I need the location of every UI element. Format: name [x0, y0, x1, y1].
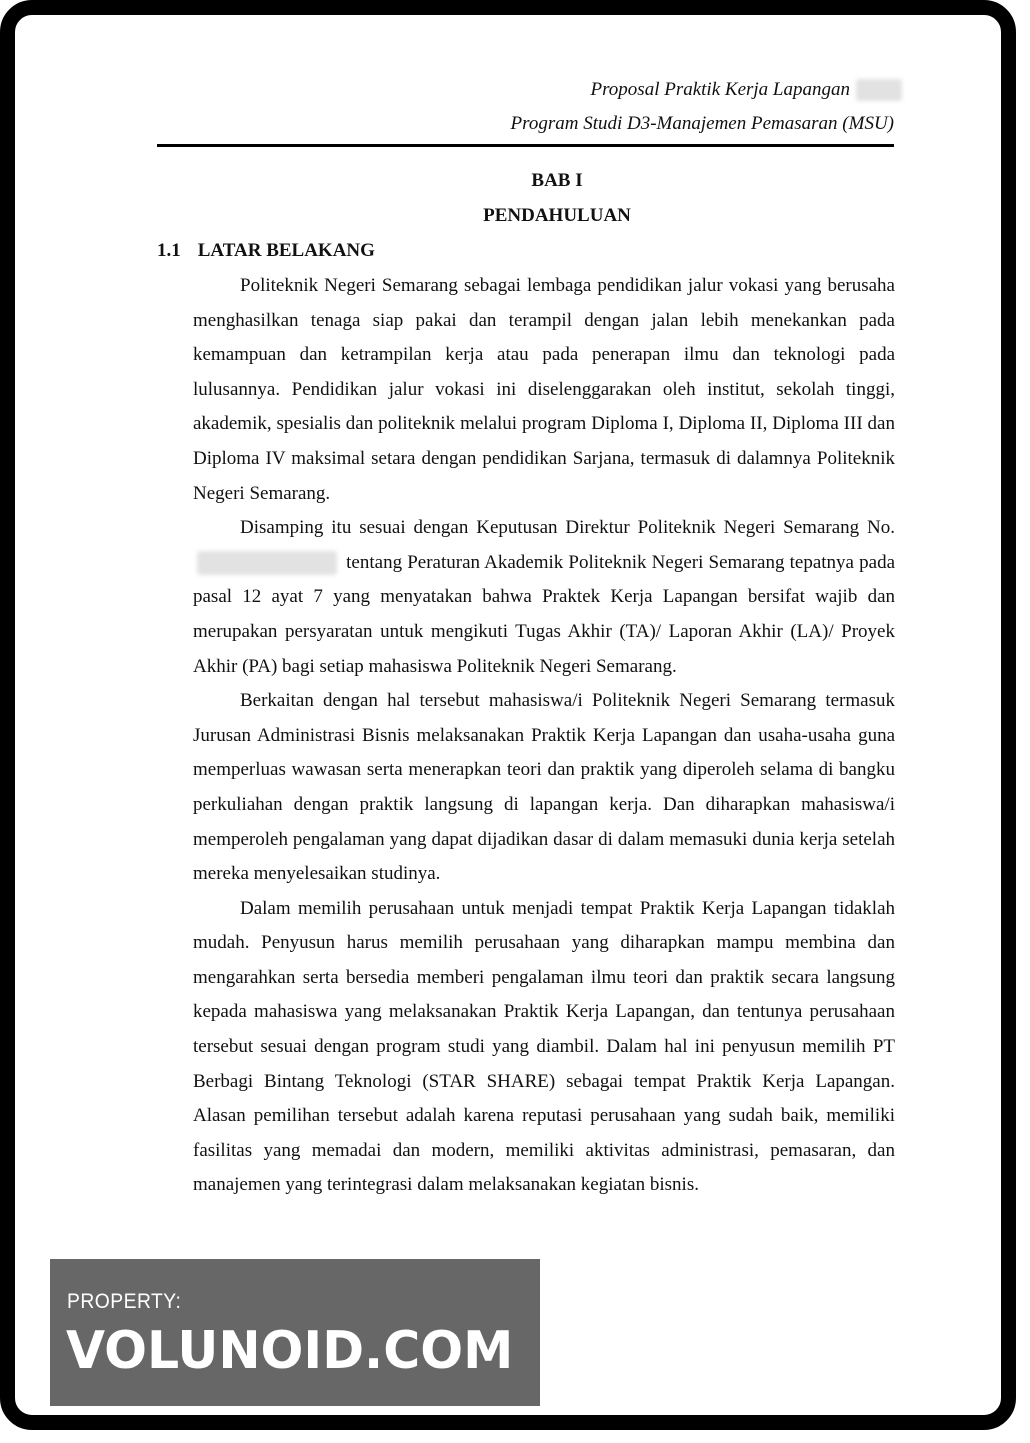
chapter-title: PENDAHULUAN: [483, 205, 631, 226]
header-line-1: [511, 73, 894, 107]
section-number: 1.1: [157, 240, 181, 261]
paragraph-3: Berkaitan dengan hal tersebut mahasiswa/i Politeknik Negeri Semarang termasuk Jurusan Administrasi Bisnis melaksanakan Praktik Kerja Lapangan dan usaha-usaha guna memperluas wawasan serta menerapkan teori dan praktik yang diperoleh selama di bangku perkuliahan dengan praktik langsung di lapangan kerja. Dan diharapkan mahasiswa/i memperoleh pengalaman yang dapat dijadikan dasar di dalam memasuki dunia kerja setelah mereka menyelesaikan studinya.: [193, 690, 895, 885]
watermark-brand: VOLUNOID.COM: [66, 1321, 514, 1381]
watermark-banner: [50, 1259, 540, 1406]
header-proposal-title: Proposal Praktik Kerja Lapangan: [590, 79, 850, 100]
paragraph-1: Politeknik Negeri Semarang sebagai lembaga pendidikan jalur vokasi yang berusaha menghasilkan tenaga siap pakai dan terampil dengan jalan lebih menekankan pada kemampuan dan ketrampilan kerja atau pada penerapan ilmu dan teknologi pada lulusannya. Pendidikan jalur vokasi ini diselenggarakan oleh institut, sekolah tinggi, akademik, spesialis dan politeknik melalui program Diploma I, Diploma II, Diploma III dan Diploma IV maksimal setara dengan pendidikan Sarjana, termasuk di dalamnya Politeknik Negeri Semarang.: [193, 275, 895, 504]
body-text: [193, 269, 895, 1203]
chapter-number: BAB I: [531, 170, 583, 191]
watermark-label: PROPERTY:: [67, 1290, 182, 1313]
running-header: [511, 73, 894, 141]
redacted-year: [856, 79, 902, 101]
redacted-decree-number: [197, 551, 337, 575]
paragraph-2: [193, 511, 895, 684]
header-rule: [157, 144, 894, 147]
section-heading: [157, 240, 375, 262]
header-program-study: Program Studi D3-Manajemen Pemasaran (MSU): [510, 113, 894, 134]
section-title: LATAR BELAKANG: [197, 240, 375, 261]
paragraph-2-end: tentang Peraturan Akademik Politeknik Negeri Semarang tepatnya pada pasal 12 ayat 7 yang menyatakan bahwa Praktek Kerja Lapangan bersifat wajib dan merupakan persyaratan untuk mengikuti Tugas Akhir (TA)/ Laporan Akhir (LA)/ Proyek Akhir (PA) bagi setiap mahasiswa Politeknik Negeri Semarang.: [193, 551, 896, 677]
paragraph-4: Dalam memilih perusahaan untuk menjadi tempat Praktik Kerja Lapangan tidaklah mudah. Penyusun harus memilih perusahaan yang diharapkan mampu membina dan mengarahkan serta bersedia memberi pengalaman ilmu teori dan praktik secara langsung kepada mahasiswa yang melaksanakan Praktik Kerja Lapangan, dan tentunya perusahaan tersebut sesuai dengan program studi yang diambil. Dalam hal ini penyusun memilih PT Berbagi Bintang Teknologi (STAR SHARE) sebagai tempat Praktik Kerja Lapangan. Alasan pemilihan tersebut adalah karena reputasi perusahaan yang sudah baik, memiliki fasilitas yang memadai dan modern, memiliki aktivitas administrasi, pemasaran, dan manajemen yang terintegrasi dalam melaksanakan kegiatan bisnis.: [193, 897, 895, 1196]
paragraph-2-start: Disamping itu sesuai dengan Keputusan Direktur Politeknik Negeri Semarang No.: [240, 517, 895, 539]
